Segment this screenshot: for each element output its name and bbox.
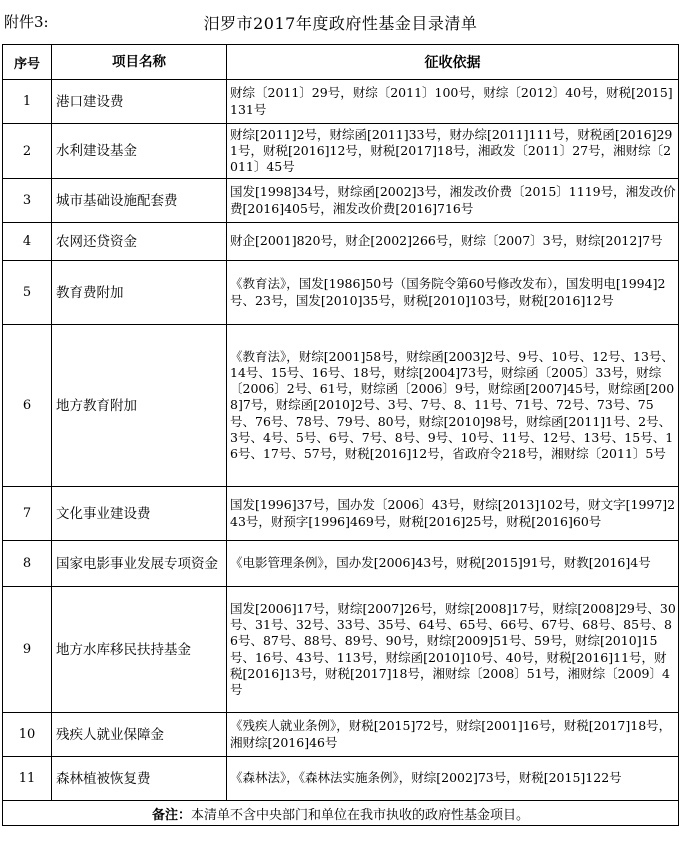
note-label: 备注： xyxy=(151,807,191,823)
table-header-row xyxy=(3,45,679,80)
column-header-no: 序号 xyxy=(3,45,52,80)
table-row xyxy=(3,713,679,757)
project-name: 农网还贷资金 xyxy=(52,223,227,261)
collection-basis: 财综[2011]2号，财综函[2011]33号，财办综[2011]111号，财税函[2016]291号，财税[2016]12号，财税[2017]18号，湘政发〔2011〕27号，湘财综〔2011〕45号 xyxy=(227,124,679,179)
table-row xyxy=(3,587,679,713)
collection-basis: 国发[2006]17号，财综[2007]26号，财综[2008]17号，财综[2008]29号、30号、31号、32号、33号、35号、64号、65号、66号、67号、68号、85号、86号、87号、88号、89号、90号，财综[2009]51号、59号，财综[2010]15号、16号、43号、113号，财综函[2010]10号、40号，财税[2016]11号，财税[2016]13号，财税[2017]18号，湘财综〔2008〕51号，湘财综〔2009〕4号 xyxy=(227,587,679,713)
project-name: 文化事业建设费 xyxy=(52,487,227,541)
project-name: 水利建设基金 xyxy=(52,124,227,179)
collection-basis: 财企[2001]820号，财企[2002]266号，财综〔2007〕3号，财综[2012]7号 xyxy=(227,223,679,261)
collection-basis: 国发[1998]34号，财综函[2002]3号，湘发改价费〔2015〕1119号，湘发改价费[2016]405号，湘发改价费[2016]716号 xyxy=(227,179,679,223)
row-number: 4 xyxy=(3,223,52,261)
collection-basis: 《教育法》，财综[2001]58号，财综函[2003]2号、9号、10号、12号、13号、14号、15号、16号、18号，财综[2004]73号，财综函〔2005〕33号，财综〔2006〕2号、61号，财综函〔2006〕9号，财综函[2007]45号，财综函[2008]7号，财综函[2010]2号、3号、7号、8、11号、71号、72号、73号、75号、76号、78号、79号、80号，财综[2010]98号，财综函[2011]1号、2号、3号、4号、5号、6号、7号、8号、9号、10号、11号、12号、13号、15号、16号、17号、57号，财税[2016]12号，省政府令218号，湘财综〔2011〕5号 xyxy=(227,325,679,487)
collection-basis: 《残疾人就业条例》，财税[2015]72号，财综[2001]16号，财税[2017]18号，湘财综[2016]46号 xyxy=(227,713,679,757)
row-number: 8 xyxy=(3,541,52,587)
table-row xyxy=(3,325,679,487)
table-note xyxy=(3,801,679,826)
row-number: 2 xyxy=(3,124,52,179)
table-row xyxy=(3,541,679,587)
project-name: 残疾人就业保障金 xyxy=(52,713,227,757)
project-name: 国家电影事业发展专项资金 xyxy=(52,541,227,587)
table-row xyxy=(3,223,679,261)
row-number: 5 xyxy=(3,261,52,325)
row-number: 6 xyxy=(3,325,52,487)
column-header-basis: 征收依据 xyxy=(227,45,679,80)
row-number: 7 xyxy=(3,487,52,541)
collection-basis: 财综〔2011〕29号，财综〔2011〕100号，财综〔2012〕40号，财税[2015]131号 xyxy=(227,80,679,124)
note-text: 本清单不含中央部门和单位在我市执收的政府性基金项目。 xyxy=(191,807,530,823)
table-row xyxy=(3,487,679,541)
column-header-name: 项目名称 xyxy=(52,45,227,80)
table-row xyxy=(3,757,679,801)
table-row xyxy=(3,261,679,325)
project-name: 森林植被恢复费 xyxy=(52,757,227,801)
project-name: 城市基础设施配套费 xyxy=(52,179,227,223)
row-number: 11 xyxy=(3,757,52,801)
row-number: 1 xyxy=(3,80,52,124)
title-bar xyxy=(0,0,681,44)
row-number: 10 xyxy=(3,713,52,757)
row-number: 9 xyxy=(3,587,52,713)
note-row xyxy=(3,801,679,826)
project-name: 教育费附加 xyxy=(52,261,227,325)
collection-basis: 《森林法》，《森林法实施条例》，财综[2002]73号，财税[2015]122号 xyxy=(227,757,679,801)
project-name: 地方教育附加 xyxy=(52,325,227,487)
collection-basis: 国发[1996]37号，国办发〔2006〕43号，财综[2013]102号，财文字[1997]243号，财预字[1996]469号，财税[2016]25号，财税[2016]60号 xyxy=(227,487,679,541)
attachment-label: 附件3: xyxy=(4,13,49,31)
collection-basis: 《教育法》，国发[1986]50号（国务院令第60号修改发布），国发明电[1994]2号、23号，国发[2010]35号，财税[2010]103号，财税[2016]12号 xyxy=(227,261,679,325)
fund-catalog-table xyxy=(2,44,679,826)
project-name: 地方水库移民扶持基金 xyxy=(52,587,227,713)
collection-basis: 《电影管理条例》，国办发[2006]43号，财税[2015]91号，财教[2016]4号 xyxy=(227,541,679,587)
project-name: 港口建设费 xyxy=(52,80,227,124)
row-number: 3 xyxy=(3,179,52,223)
table-row xyxy=(3,124,679,179)
table-row xyxy=(3,179,679,223)
page-title: 汨罗市2017年度政府性基金目录清单 xyxy=(203,14,478,33)
table-row xyxy=(3,80,679,124)
